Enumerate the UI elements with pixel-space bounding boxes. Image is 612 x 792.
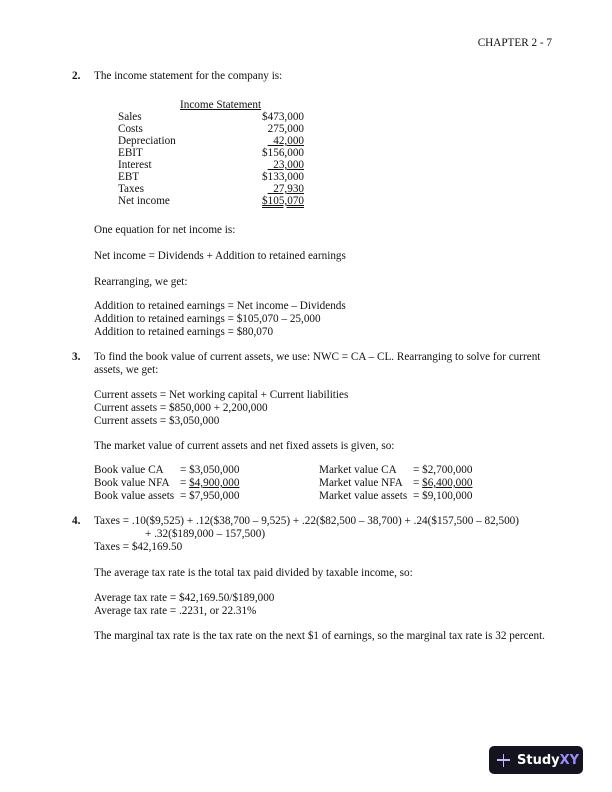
equals: = bbox=[180, 477, 190, 489]
plus-icon bbox=[489, 746, 517, 774]
problem3-line: Current assets = $3,050,000 bbox=[94, 415, 220, 427]
row-label: Costs bbox=[118, 123, 143, 135]
market-value: $2,700,000 bbox=[422, 464, 473, 476]
problem-number-2: 2. bbox=[72, 70, 81, 82]
book-value: $4,900,000 bbox=[189, 477, 240, 489]
table-row bbox=[118, 159, 304, 171]
equals: = bbox=[413, 464, 423, 476]
problem2-line: Addition to retained earnings = Net income – Dividends bbox=[94, 300, 346, 312]
table-row bbox=[118, 111, 304, 123]
avg-tax-intro: The average tax rate is the total tax paid divided by taxable income, so: bbox=[94, 567, 413, 579]
equals: = bbox=[413, 477, 423, 489]
row-label: Depreciation bbox=[118, 135, 176, 147]
problem3-line: Current assets = Net working capital + Current liabilities bbox=[94, 389, 349, 401]
book-value: $7,950,000 bbox=[189, 490, 240, 502]
table-row bbox=[118, 183, 304, 195]
brand-name: StudyXY bbox=[517, 752, 580, 768]
studyxy-badge[interactable] bbox=[489, 746, 583, 774]
row-label: EBIT bbox=[118, 147, 143, 159]
problem3-intro-line1: To find the book value of current assets, we use: NWC = CA – CL. Rearranging to solve for current bbox=[94, 351, 541, 363]
problem2-eq-intro: One equation for net income is: bbox=[94, 224, 236, 236]
book-label: Book value assets bbox=[94, 490, 175, 502]
equals: = bbox=[180, 464, 190, 476]
problem3-line: Current assets = $850,000 + 2,200,000 bbox=[94, 402, 268, 414]
row-label: Interest bbox=[118, 159, 152, 171]
row-value: 23,000 bbox=[267, 159, 304, 171]
row-value: $473,000 bbox=[262, 111, 304, 123]
income-statement-title: Income Statement bbox=[180, 99, 262, 111]
row-value: 42,000 bbox=[267, 135, 304, 147]
problem3-market-intro: The market value of current assets and net fixed assets is given, so: bbox=[94, 440, 395, 452]
row-value: $105,070 bbox=[262, 195, 304, 207]
market-label: Market value assets bbox=[319, 490, 408, 502]
row-value: 275,000 bbox=[267, 123, 304, 135]
row-value: $133,000 bbox=[262, 171, 304, 183]
row-value: 27,930 bbox=[267, 183, 304, 195]
avg-tax-line: Average tax rate = .2231, or 22.31% bbox=[94, 605, 257, 617]
table-row bbox=[118, 171, 304, 183]
market-label: Market value NFA bbox=[319, 477, 403, 489]
row-label: Taxes bbox=[118, 183, 144, 195]
taxes-line2: + .32($189,000 – 157,500) bbox=[145, 528, 266, 540]
problem2-equation: Net income = Dividends + Addition to retained earnings bbox=[94, 250, 346, 262]
market-value: $6,400,000 bbox=[422, 477, 473, 489]
row-value: $156,000 bbox=[262, 147, 304, 159]
problem2-line: Addition to retained earnings = $80,070 bbox=[94, 326, 274, 338]
book-label: Book value CA bbox=[94, 464, 164, 476]
problem-number-3: 3. bbox=[72, 351, 81, 363]
row-label: EBT bbox=[118, 171, 140, 183]
equals: = bbox=[180, 490, 190, 502]
problem2-line: Addition to retained earnings = $105,070 – 25,000 bbox=[94, 313, 321, 325]
table-row bbox=[118, 147, 304, 159]
row-label: Net income bbox=[118, 195, 170, 207]
book-label: Book value NFA bbox=[94, 477, 170, 489]
market-value: $9,100,000 bbox=[422, 490, 473, 502]
row-label: Sales bbox=[118, 111, 142, 123]
problem2-rearranging: Rearranging, we get: bbox=[94, 276, 188, 288]
market-label: Market value CA bbox=[319, 464, 397, 476]
table-row bbox=[118, 195, 304, 207]
book-value: $3,050,000 bbox=[189, 464, 240, 476]
taxes-line1: Taxes = .10($9,525) + .12($38,700 – 9,525) + .22($82,500 – 38,700) + .24($157,500 – 82,500) bbox=[94, 515, 519, 527]
taxes-result: Taxes = $42,169.50 bbox=[94, 541, 183, 553]
chapter-header: CHAPTER 2 - 7 bbox=[477, 37, 552, 49]
table-row bbox=[118, 135, 304, 147]
problem-number-4: 4. bbox=[72, 515, 81, 527]
problem2-intro: The income statement for the company is: bbox=[94, 70, 283, 82]
marginal-tax-text: The marginal tax rate is the tax rate on the next $1 of earnings, so the marginal tax rate is 32 percent. bbox=[94, 630, 545, 642]
table-row bbox=[118, 123, 304, 135]
equals: = bbox=[413, 490, 423, 502]
avg-tax-line: Average tax rate = $42,169.50/$189,000 bbox=[94, 592, 275, 604]
problem3-intro-line2: assets, we get: bbox=[94, 364, 159, 376]
